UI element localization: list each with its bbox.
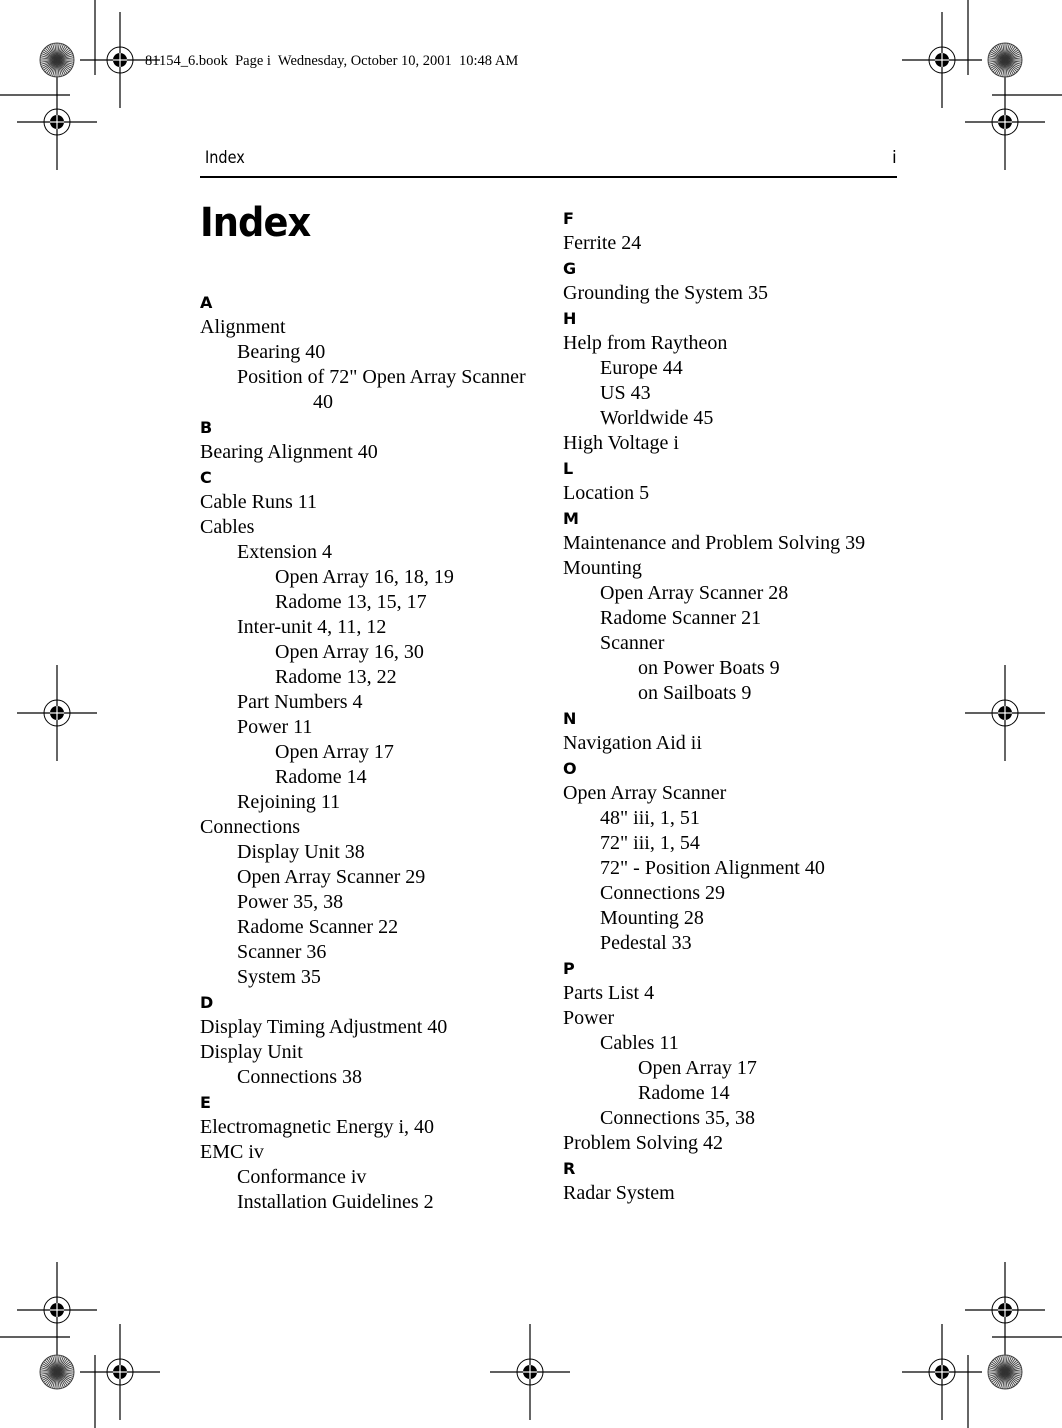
index-entry: 72" iii, 1, 54 xyxy=(600,832,700,854)
page-title: Index xyxy=(200,200,311,246)
page-number: i xyxy=(892,148,897,168)
index-entry: Mounting xyxy=(563,557,642,579)
index-entry: Mounting 28 xyxy=(600,907,704,929)
index-entry: Connections 35, 38 xyxy=(600,1107,755,1129)
index-entry: Radar System xyxy=(563,1182,675,1204)
index-entry: Cable Runs 11 xyxy=(200,491,318,513)
index-entry: Display Timing Adjustment 40 xyxy=(200,1016,448,1038)
index-entry: Alignment xyxy=(200,316,286,338)
index-entry: Problem Solving 42 xyxy=(563,1132,724,1154)
index-letter-heading: R xyxy=(563,1159,576,1178)
index-entry: US 43 xyxy=(600,382,651,404)
index-letter-heading: G xyxy=(563,259,577,278)
index-entry: Europe 44 xyxy=(600,357,683,379)
index-entry: 72" - Position Alignment 40 xyxy=(600,857,825,879)
index-entry: 48" iii, 1, 51 xyxy=(600,807,700,829)
index-letter-heading: N xyxy=(563,709,577,728)
index-entry: 40 xyxy=(313,391,333,413)
index-entry: Electromagnetic Energy i, 40 xyxy=(200,1116,434,1138)
index-entry: Maintenance and Problem Solving 39 xyxy=(563,532,866,554)
index-letter-heading: D xyxy=(200,993,214,1012)
running-head-title: Index xyxy=(205,148,245,168)
index-entry: High Voltage i xyxy=(563,432,679,454)
index-entry: EMC iv xyxy=(200,1141,264,1163)
index-entry: on Sailboats 9 xyxy=(638,682,752,704)
index-entry: Radome 13, 15, 17 xyxy=(275,591,427,613)
index-entry: Open Array 17 xyxy=(275,741,394,763)
index-entry: Worldwide 45 xyxy=(600,407,714,429)
index-entry: Open Array 17 xyxy=(638,1057,757,1079)
index-entry: Navigation Aid ii xyxy=(563,732,702,754)
index-entry: System 35 xyxy=(237,966,321,988)
index-letter-heading: L xyxy=(563,459,574,478)
index-letter-heading: O xyxy=(563,759,577,778)
index-entry: Part Numbers 4 xyxy=(237,691,363,713)
index-entry: Conformance iv xyxy=(237,1166,367,1188)
index-entry: Radome Scanner 22 xyxy=(237,916,399,938)
index-entry: Open Array Scanner xyxy=(563,782,727,804)
index-entry: Open Array 16, 18, 19 xyxy=(275,566,454,588)
index-entry: Power xyxy=(563,1007,615,1029)
index-entry: Connections xyxy=(200,816,300,838)
index-column-right xyxy=(563,206,865,1206)
index-entry: Display Unit xyxy=(200,1041,303,1063)
index-entry: Installation Guidelines 2 xyxy=(237,1191,434,1213)
index-entry: Connections 29 xyxy=(600,882,725,904)
index-entry: Extension 4 xyxy=(237,541,332,563)
index-entry: Position of 72" Open Array Scanner xyxy=(237,366,526,388)
index-entry: Radome Scanner 21 xyxy=(600,607,762,629)
index-letter-heading: H xyxy=(563,309,577,328)
index-letter-heading: M xyxy=(563,509,579,528)
index-entry: Radome 13, 22 xyxy=(275,666,397,688)
index-letter-heading: B xyxy=(200,418,213,437)
header-rule xyxy=(200,176,897,178)
index-entry: Bearing 40 xyxy=(237,341,326,363)
index-entry: Ferrite 24 xyxy=(563,232,642,254)
index-entry: Open Array 16, 30 xyxy=(275,641,424,663)
index-entry: Connections 38 xyxy=(237,1066,362,1088)
print-slug: 81154_6.book Page i Wednesday, October 10, 2001 10:48 AM xyxy=(145,53,519,69)
index-entry: Cables 11 xyxy=(600,1032,679,1054)
index-entry: Power 35, 38 xyxy=(237,891,344,913)
index-letter-heading: E xyxy=(200,1093,211,1112)
index-entry: Cables xyxy=(200,516,255,538)
index-entry: Grounding the System 35 xyxy=(563,282,768,304)
index-entry: Open Array Scanner 28 xyxy=(600,582,789,604)
index-entry: Rejoining 11 xyxy=(237,791,341,813)
index-column-left xyxy=(200,290,526,1215)
index-entry: Scanner xyxy=(600,632,665,654)
index-entry: Radome 14 xyxy=(638,1082,730,1104)
index-entry: Help from Raytheon xyxy=(563,332,728,354)
index-entry: Display Unit 38 xyxy=(237,841,365,863)
index-letter-heading: F xyxy=(563,209,574,228)
index-entry: on Power Boats 9 xyxy=(638,657,780,679)
index-entry: Power 11 xyxy=(237,716,313,738)
index-entry: Inter-unit 4, 11, 12 xyxy=(237,616,387,638)
index-entry: Open Array Scanner 29 xyxy=(237,866,426,888)
index-entry: Parts List 4 xyxy=(563,982,655,1004)
index-letter-heading: A xyxy=(200,293,213,312)
index-letter-heading: C xyxy=(200,468,212,487)
index-entry: Pedestal 33 xyxy=(600,932,692,954)
index-entry: Scanner 36 xyxy=(237,941,327,963)
index-entry: Location 5 xyxy=(563,482,650,504)
index-entry: Bearing Alignment 40 xyxy=(200,441,378,463)
index-letter-heading: P xyxy=(563,959,575,978)
index-entry: Radome 14 xyxy=(275,766,367,788)
